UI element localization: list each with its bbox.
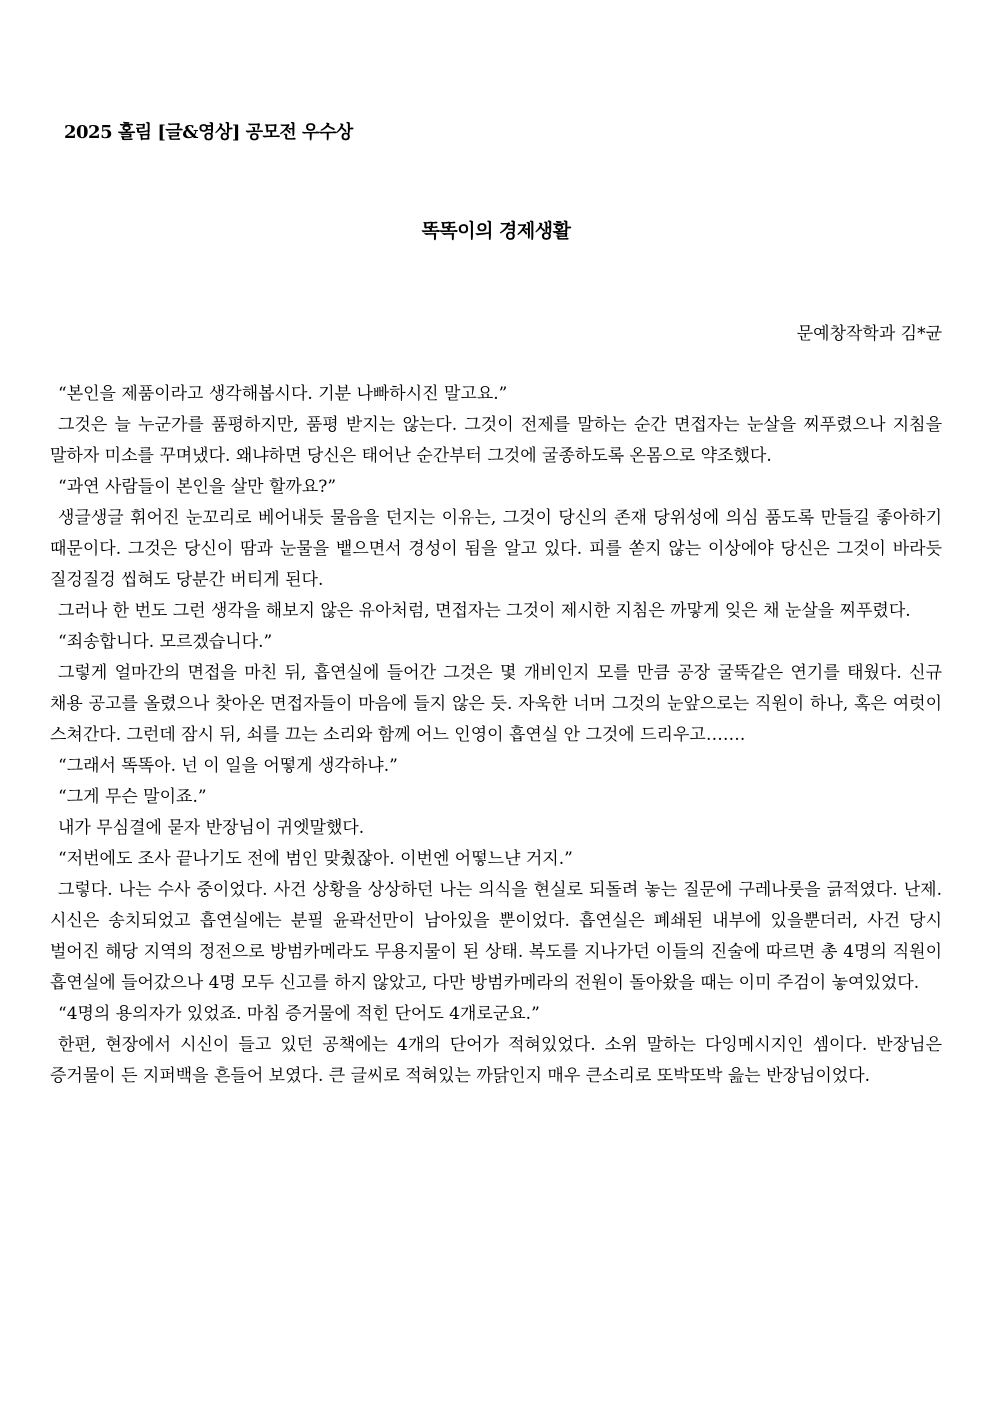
- paragraph: 한편, 현장에서 시신이 들고 있던 공책에는 4개의 단어가 적혀있었다. 소위 말하는 다잉메시지인 셈이다. 반장님은 증거물이 든 지퍼백을 흔들어 보였다. 큰 글씨로 적혀있는 까닭인지 매우 큰소리로 또박또박 읊는 반장님이었다.: [50, 1035, 942, 1086]
- paragraph: 생글생글 휘어진 눈꼬리로 베어내듯 물음을 던지는 이유는, 그것이 당신의 존재 당위성에 의심 품도록 만들길 좋아하기 때문이다. 그것은 당신이 땀과 눈물을 뱉으면서 경성이 됨을 알고 있다. 피를 쏟지 않는 이상에야 당신은 그것이 바라듯 질겅질겅 씹혀도 당분간 버티게 된다.: [50, 508, 942, 590]
- paragraph: “4명의 용의자가 있었죠. 마침 증거물에 적힌 단어도 4개로군요.”: [58, 1004, 540, 1024]
- paragraph: 그렇다. 나는 수사 중이었다. 사건 상황을 상상하던 나는 의식을 현실로 되돌려 놓는 질문에 구레나룻을 긁적였다. 난제. 시신은 송치되었고 흡연실에는 분필 윤곽선만이 남아있을 뿐이었다. 흡연실은 폐쇄된 내부에 있을뿐더러, 사건 당시 벌어진 해당 지역의 정전으로 방범카메라도 무용지물이 된 상태. 복도를 지나가던 이들의 진술에 따르면 총 4명의 직원이 흡연실에 들어갔으나 4명 모두 신고를 하지 않았고, 다만 방범카메라의 전원이 돌아왔을 때는 이미 주검이 놓여있었다.: [50, 880, 943, 993]
- paragraph: 그렇게 얼마간의 면접을 마친 뒤, 흡연실에 들어간 그것은 몇 개비인지 모를 만큼 공장 굴뚝같은 연기를 태웠다. 신규 채용 공고를 올렸으나 찾아온 면접자들이 마음에 들지 않은 듯. 자욱한 너머 그것의 눈앞으로는 직원이 하나, 혹은 여럿이 스쳐간다. 그런데 잠시 뒤, 쇠를 끄는 소리와 함께 어느 인영이 흡연실 안 그것에 드리우고…….: [50, 663, 942, 745]
- contest-award-line: 2025 홀림 [글&영상] 공모전 우수상: [64, 122, 353, 143]
- paragraph: “저번에도 조사 끝나기도 전에 범인 맞췄잖아. 이번엔 어떻느냔 거지.”: [58, 849, 573, 869]
- story-title: 똑똑이의 경제생활: [421, 220, 571, 242]
- paragraph: 내가 무심결에 묻자 반장님이 귀엣말했다.: [58, 818, 365, 838]
- paragraph: “그게 무슨 말이죠.”: [58, 787, 207, 807]
- paragraph: 그러나 한 번도 그런 생각을 해보지 않은 유아처럼, 면접자는 그것이 제시한 지침은 까맣게 잊은 채 눈살을 찌푸렸다.: [58, 601, 911, 621]
- story-body: [50, 379, 942, 1092]
- paragraph: “그래서 똑똑아. 넌 이 일을 어떻게 생각하냐.”: [58, 756, 398, 776]
- paragraph: “과연 사람들이 본인을 살만 할까요?”: [58, 477, 337, 497]
- paragraph: “죄송합니다. 모르겠습니다.”: [58, 632, 273, 652]
- paragraph: “본인을 제품이라고 생각해봅시다. 기분 나빠하시진 말고요.”: [58, 384, 508, 404]
- paragraph: 그것은 늘 누군가를 품평하지만, 품평 받지는 않는다. 그것이 전제를 말하는 순간 면접자는 눈살을 찌푸렸으나 지침을 말하자 미소를 꾸며냈다. 왜냐하면 당신은 태어난 순간부터 그것에 굴종하도록 온몸으로 약조했다.: [50, 415, 942, 466]
- author-line: 문예창작학과 김*균: [796, 324, 942, 344]
